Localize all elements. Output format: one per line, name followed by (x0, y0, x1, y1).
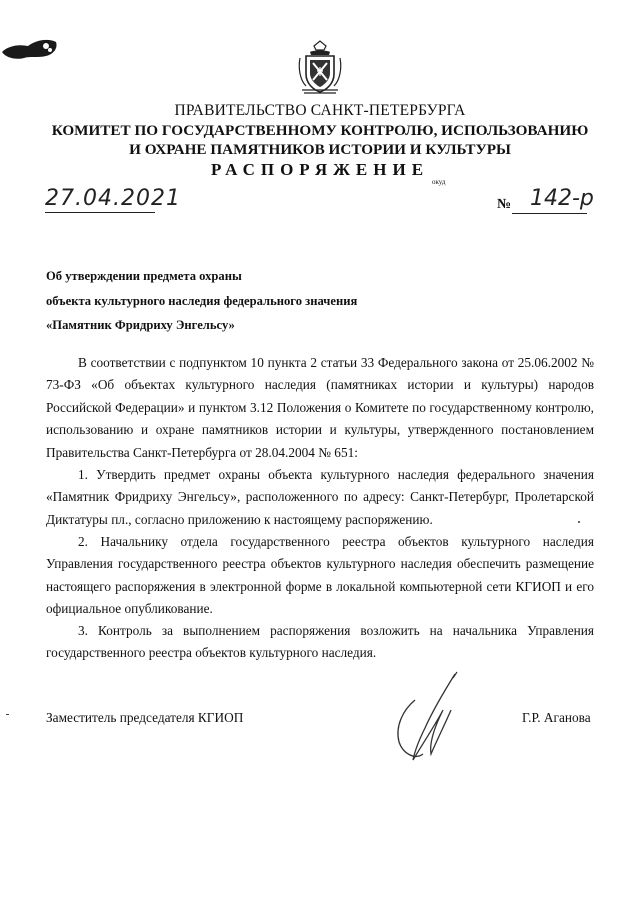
document-number: 142-р (530, 186, 594, 211)
margin-tick (6, 714, 9, 715)
subject-line-1: Об утверждении предмета охраны (46, 269, 242, 283)
clause-3-paragraph: 3. Контроль за выполнением распоряжения возложить на начальника Управления государственного реестра объектов культурного наследия. (46, 623, 594, 661)
preamble-paragraph: В соответствии с подпунктом 10 пункта 2 статьи 33 Федерального закона от 25.06.2002 № 73-ФЗ «Об объектах культурного наследия (памятниках истории и культуры) народов Российской Федерации» и пунктом 3.12 Положения о Комитете по государственному контролю, использованию и охране памятников истории и культуры, утвержденного постановлением Правительства Санкт-Петербурга от 28.04.2004 № 651: (46, 355, 594, 460)
clause-2-paragraph: 2. Начальнику отдела государственного реестра объектов культурного наследия Управления государственного реестра объектов культурного наследия обеспечить размещение настоящего распоряжения в электронной форме в локальной компьютерной сети КГИОП и его официальное опубликование. (46, 534, 594, 617)
ink-blot-mark (0, 36, 60, 62)
signatory-title: Заместитель председателя КГИОП (46, 710, 244, 725)
number-label: № (497, 197, 512, 212)
number-underline (512, 213, 587, 214)
document-type: РАСПОРЯЖЕНИЕ (210, 160, 430, 179)
document-subject (46, 264, 357, 338)
okud-label: окуд (432, 178, 446, 186)
committee-line-1: КОМИТЕТ ПО ГОСУДАРСТВЕННОМУ КОНТРОЛЮ, ИСПОЛЬЗОВАНИЮ (51, 122, 589, 139)
subject-line-3: «Памятник Фридриху Энгельсу» (46, 318, 235, 332)
date-underline (45, 212, 155, 213)
handwritten-signature (385, 670, 485, 770)
committee-name (0, 121, 640, 159)
subject-line-2: объекта культурного наследия федерального значения (46, 293, 358, 308)
stray-dot (578, 521, 580, 523)
coat-of-arms-emblem (298, 40, 342, 96)
signatory-name: Г.Р. Аганова (522, 710, 591, 725)
document-date: 27.04.2021 (45, 186, 181, 211)
committee-line-2: И ОХРАНЕ ПАМЯТНИКОВ ИСТОРИИ И КУЛЬТУРЫ (129, 141, 511, 158)
government-name: ПРАВИТЕЛЬСТВО САНКТ-ПЕТЕРБУРГА (174, 102, 466, 119)
clause-1-paragraph: 1. Утвердить предмет охраны объекта культурного наследия федерального значения «Памятник Фридриху Энгельсу», расположенного по адресу: Санкт-Петербург, Пролетарской Диктатуры пл., согласно приложению к настоящему распоряжению. (46, 467, 594, 527)
